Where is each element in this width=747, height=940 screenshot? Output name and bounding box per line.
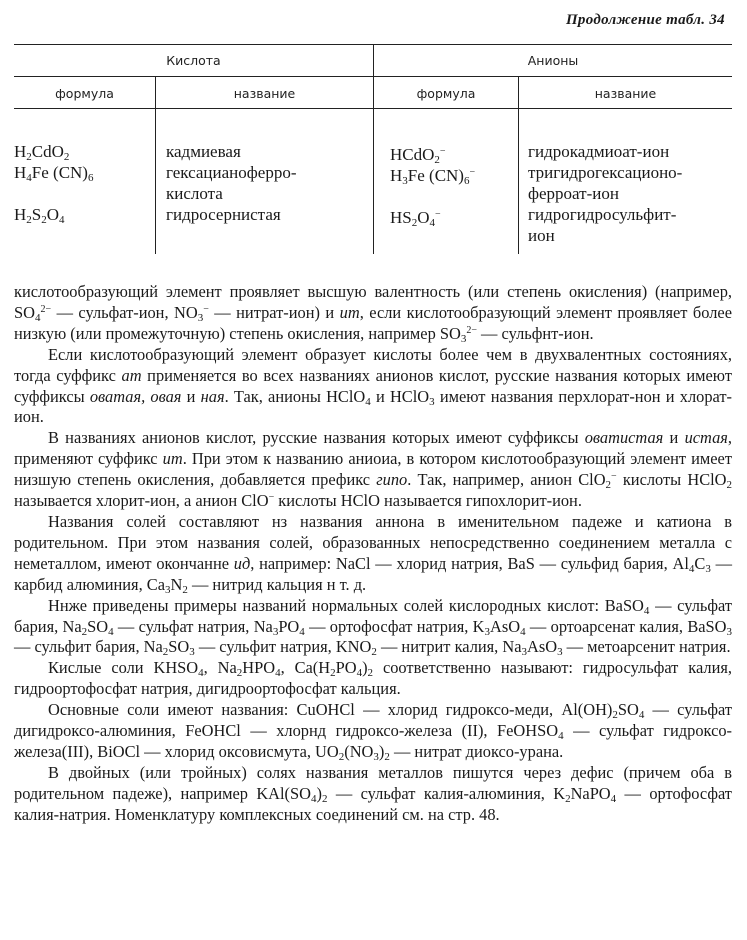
body-text [14,282,732,826]
acid-anion-table [14,44,732,254]
group-header-acid: Кислота [166,53,221,68]
group-header-anions: Анионы [527,53,579,68]
paragraph: Кислые соли $KHSO_4$, $Na_2HPO_4$, $Ca(H_2PO_4)_2$ соответственно называют: гидросульфат калия, гидроортофосфат натрия, дигидроортофосфат кальция. [14,658,732,699]
acid-name-cell: кадмиевая [166,142,241,161]
paragraph: В названиях анионов кислот, русские названия которых имеют суффиксы оватистая и истая, применяют суффикс ит. При этом к названию аниоиа, в котором кислотообразующий элемент имеет низшую степень окисления, добавляется префикс гипо. Так, например, анион ClO$_2$− кислоты HClO$_2$ называется хлорит-ион, а анион ClO− кислоты HClO называется гипохлорит-ион. [14,428,733,511]
paragraph: Ннже приведены примеры названий нормальных солей кислородных кислот: BaSO$_4$ — сульфат бария, $Na_2SO_4$ — сульфат натрия, $Na_3PO_4$ — ортофосфат натрия, $K_3AsO_4$ — ортоарсенат калия, BaSO$_3$ — сульфит бария, $Na_2SO_3$ — сульфит натрия, $KNO_2$ — нитрит калия, $Na_3AsO_3$ — метоарсенит натрия. [14,595,732,659]
anion-formula-cell: $HS_2O_4^-$ [390,208,441,229]
column-header-anion-formula: формула [416,86,476,101]
acid-formula-cell: $H_2S_2O_4$ [14,205,65,226]
acid-formula-cell: $H_4Fe$ $(CN)_6$ [14,163,94,184]
paragraph: Если кислотообразующий элемент образует кислоты более чем в двухвалентных состояниях, тогда суффикс ат применяется во всех названиях анионов кислот, русские названия которых имеют суффиксы оватая, овая и ная. Так, анионы HClO$_4$ и HClO$_3$ имеют названия перхлорат-нон и хлорат-ион. [14,344,732,427]
paragraph: Основные соли имеют названия: CuOHCl — хлорид гидроксо-меди, $Al(OH)_2SO_4$ — сульфат дигидроксо-алюминия, FeOHCl — хлорнд гидроксо-железа (II), FeOHSO$_4$ — сульфат гидроксо-железа(III), BiOCl — хлорид оксовисмута, $UO_2(NO_3)_2$ — нитрат диоксо-урана. [14,700,732,763]
column-header-acid-name: название [233,86,296,101]
acid-name-cell: гексацианоферро- кислота [166,163,297,203]
table-acid-divider [155,76,156,254]
acid-formula-cell: $H_2CdO_2$ [14,142,70,163]
continuation-caption: Продолжение табл. 34 [565,12,725,28]
anion-name-cell: тригидрогексационо- ферроат-ион [528,163,683,203]
anion-name-cell: гидрокадмиоат-ион [528,142,670,161]
anion-name-cell: гидрогидросульфит- ион [528,205,677,245]
paragraph: Названия солей составляют нз названия аннона в именительном падеже и катиона в родительном. При этом названия солей, образованных непосредственно соединением металла с неметаллом, имеют окончанне ид, например: NaCl — хлорид натрия, BaS — сульфид бария, $Al_4C_3$ — карбид алюминия, $Ca_3N_2$ — нитрид кальция н т. д. [14,511,732,596]
table-center-divider [373,44,374,254]
column-header-acid-formula: формула [55,86,114,101]
anion-formula-cell: HCdO$_2$− [390,145,446,166]
table-anion-divider [518,76,519,254]
paragraph: кислотообразующий элемент проявляет высшую валентность (или степень окисления) (например, $SO_4^{2-}$ — сульфат-ион, $NO_3^-$ — нитрат-ион) и ит, если кислотообразующий элемент проявляет более низкую (или промежуточную) степень окисления, например $SO_3^{2-}$ — сульфнт-ион. [14,282,732,345]
anion-formula-cell: $H_3Fe$ $(CN)_6^-$ [390,166,476,187]
acid-name-cell: гидросернистая [166,205,281,224]
paragraph: В двойных (или тройных) солях названия металлов пишутся через дефис (причем оба в родительном падеже), например $KAl(SO_4)_2$ — сульфат калия-алюминия, $K_2NaPO_4$ — ортофосфат калия-натрия. Номенклатуру комплексных соединений см. на стр. 48. [14,762,732,824]
column-header-anion-name: название [594,86,657,101]
